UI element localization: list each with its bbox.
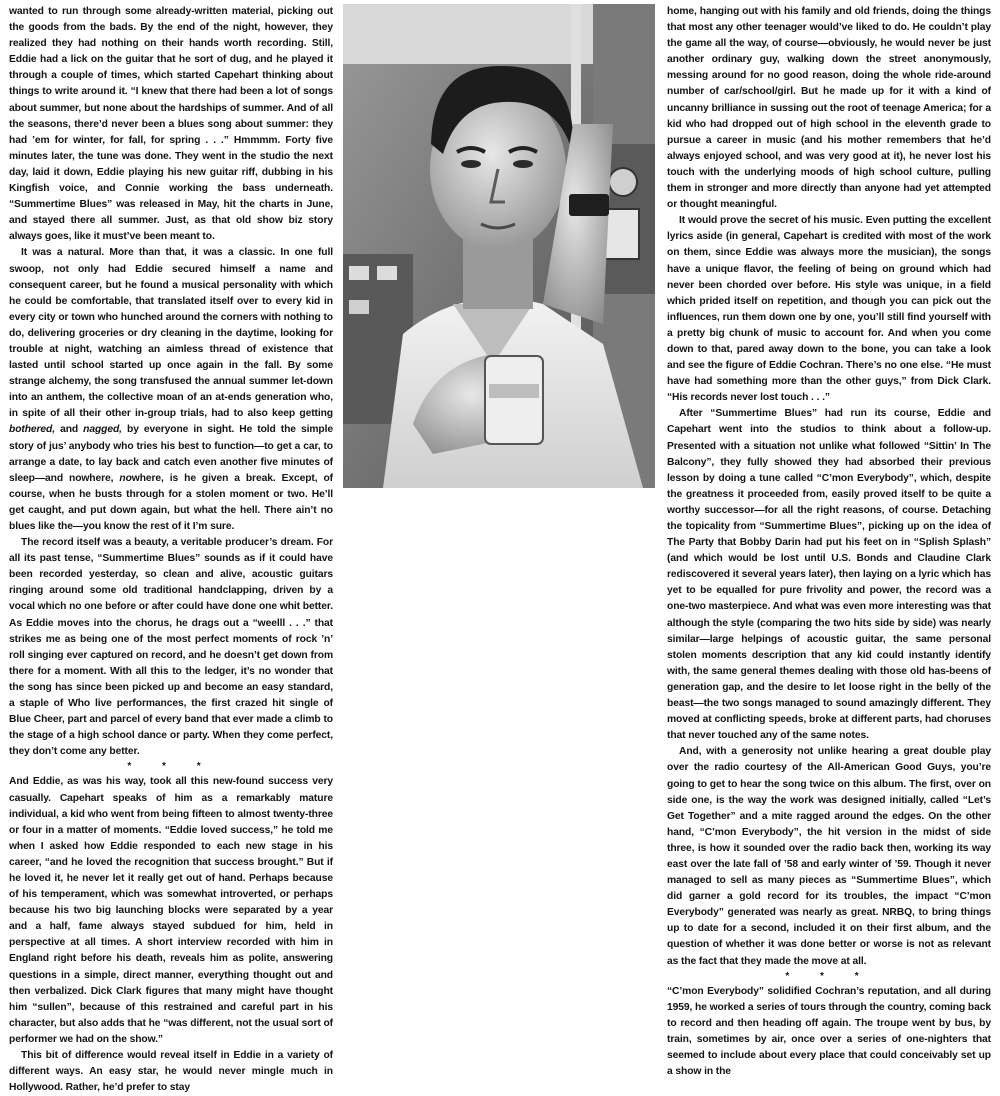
right-text-column [667,4,991,1078]
text-run: where, is he given a break. Except, of course, when he busts through for a stolen moment or two. He’ll get caught, and put down again, but what the hell. There ain’t no blues like the—you know the rest of it I’m sure. [9,472,333,532]
paragraph: It would prove the secret of his music. Even putting the excellent lyrics aside (in general, Capehart is credited with most of the work on them, since Eddie was always more the musician), the songs have a unique flavor, the feeling of being on ground which had never been chorded over before. His style was unique, in a field which prided itself on repetition, and though you can pick out the influences, run them down one by one, you’ll still find yourself with a pretty big chunk of music to account for. And when you come down to that, pared away down to the bone, you can take a look and see the figure of Eddie Cochran. There’s no one else. “He must have had something more than the other guys,” from Dick Clark. “His records never lost touch . . .” [667,215,991,404]
section-separator: * * * [785,970,873,982]
paragraph: After “Summertime Blues” had run its course, Eddie and Capehart went into the studios to think about a follow-up. Presented with a situation not unlike what followed “Sittin’ In The Balcony”, they fully showed they had absorbed their previous lesson by doing a tune called “C’mon Everybody”, which, despite the greatness it proceeded from, easily proved itself to be quite a worthy successor—for all the right reasons, of course. Detaching the topicality from “Summertime Blues”, picking up on the idea of The Party that Bobby Darin had put his feet on in “Splish Splash” (and which would be lost until U.S. Bonds and Claudine Clark rediscovered it several years later), then laying on a lyric which has yet to be equalled for pure frivolity and power, the record was a one-two masterpiece. And what was even more interesting was that although the style (comparing the two hits side by side) was nearly similar—large helpings of acoustic guitar, the same personal stolen moments description that any kid could instantly identify with, the same general themes dealing with those old has-beens of generation gap, and the desire to let loose right in the belly of the beast—the two songs managed to sound amazingly different. They moved at conflicting speeds, broke at different parts, had choruses that never touched any of the same notes. [667,408,991,742]
portrait-photo [343,4,655,488]
center-text-column [343,496,655,976]
paragraph: wanted to run through some already-written material, picking out the goods from the bads. By the end of the night, however, they realized they had nothing on their hands worth recording. Still, Eddie had a lick on the guitar that he sort of dug, and he played it through a couple of times, which started Capehart thinking about things to write around it. “I knew that there had been a lot of songs about summer, but none about the hardships of summer. And of all the seasons, there’d never been a blues song about summer: they had ’em for winter, for fall, for spring . . .” Hmmmm. Forty five minutes later, the tune was done. They went in the studio the next day, laid it down, Eddie playing his new guitar riff, dubbing in his Kingfish voice, and Connie working the bass underneath. “Summertime Blues” was released in May, hit the charts in June, and stayed there all summer. Just, as that old show biz story always goes, like it must’ve been meant to. [9,6,333,243]
italic-text: no [119,472,132,484]
text-run: and [60,424,79,436]
paragraph [9,245,333,535]
paragraph: home, hanging out with his family and old friends, doing the things that most any other teenager would’ve liked to do. He couldn’t play the game all the way, of course—obviously, he would never be just another ordinary guy, walking down the street anonymously, messing around for no good reason, doing the whole ride-around number of car/school/girl. But he made up for it with a kind of uncanny brilliance in sussing out the root of teenage America; for a kid who had dropped out of high school in the eleventh grade to pursue a career in music (and his mother remembers that he’d always enjoyed school, and was very good at it), he never lost his touch with the underlying moods of high school culture, pulling them in stronger and more directly than anyone had yet attempted or thought meaningful. [667,6,991,211]
italic-text: bothered, [9,424,56,436]
text-run: by everyone in sight. He told the simple story of jus’ anybody who tries his best to function—to get a car, to arrange a date, to lay back and catch even another five minutes of sleep—and nowhere, [9,424,334,484]
paragraph: The record itself was a beauty, a veritable producer’s dream. For all its past tense, “Summertime Blues” sounds as if it could have been recorded yesterday, so clean and alive, acoustic guitars ringing around some old traditional handclapping, driven by a vocal which no one before or after could have done one whit better. As Eddie moves into the chorus, he drags out a “weelll . . .” that strikes me as being one of the most perfect moments of rock ’n’ roll singing ever captured on record, and he doesn’t get down from there for a moment. With all this to the ledger, it’s no wonder that the song has since been picked up and become an easy standard, a staple of Who live performances, the first crazed hit single of Blue Cheer, part and parcel of every band that ever made a climb to the stage of a high school dance or party. When they come perfect, they don’t come any better. [9,537,333,758]
paragraph: This bit of difference would reveal itself in Eddie in a variety of different ways. An easy star, he would never mingle much in Hollywood. Rather, he’d prefer to stay [9,1050,333,1094]
text-run: It was a natural. More than that, it was a classic. In one full swoop, not only had Eddie secured himself a name and consequent career, but he found a musical personality with which he could be comfortable, that translated itself over to every kid in every city or town who hunched around the corners with nothing to do, delivering groceries or dry cleaning in the daytime, looking for trouble at night, watching an aimless thread of existence that lasted until school started up once again in the fall. By some strange alchemy, the song transfused the annual summer let-down into an anthem, the collective moan of an at-ends generation who, in spite of all their other in-group trials, had to also keep getting [9,247,333,420]
paragraph: And Eddie, as was his way, took all this new-found success very casually. Capehart speaks of him as a remarkably mature individual, a kid who went from being fifteen to almost twenty-three or four in a matter of moments. “Eddie loved success,” he told me when I asked how Eddie responded to each new stage in his career, “and he loved the recognition that success brought.” But if he loved it, he never let it really get out of hand. Perhaps because of his temperament, which was somewhat introverted, or perhaps because his two big launching blocks were separated by a year and a half, fame always stayed subdued for him, held in perspective at all times. A short interview recorded with him in England right before his death, reveals him as polite, answering questions in a simple, direct manner, everything thought out and then verbalized. Dick Clark figures that many might have thought him “sullen”, because of this restrained and careful part in his character, but also adds that he “was different, not the usual sort of performer we had on the show.” [9,776,333,1045]
left-text-column [9,4,334,1094]
paragraph: “C’mon Everybody” solidified Cochran’s reputation, and all during 1959, he worked a series of tours through the country, coming back to record and then heading off again. The troupe went by bus, by train, sometimes by air, once over a series of one-nighters that seemed to include about every place that could conceivably set up a show in the [667,985,991,1078]
section-separator: * * * [127,761,215,773]
italic-text: nagged, [83,424,122,436]
paragraph: And, with a generosity not unlike hearing a great double play over the radio courtesy of the All-American Good Guys, you’re going to get to hear the song twice on this album. The first, over on side one, is the way the work was designed initially, called “Let’s Get Together” and a mite ragged around the edges. On the other hand, “C’mon Everybody”, the hit version in the midst of side three, is how it sounded over the radio back then, working its way east over the late fall of ’58 and early winter of ’59. Though it never managed to sell as many pieces as “Summertime Blues”, which did garner a gold record for its troubles, the impact “C’mon Everybody” generated was nearly as great. NRBQ, to bring things up to date for a second, included it on their first album, and the question of whether it was done better or worse is not as relevant as the fact that they made the move at all. [667,746,991,967]
portrait-illustration [343,4,655,488]
